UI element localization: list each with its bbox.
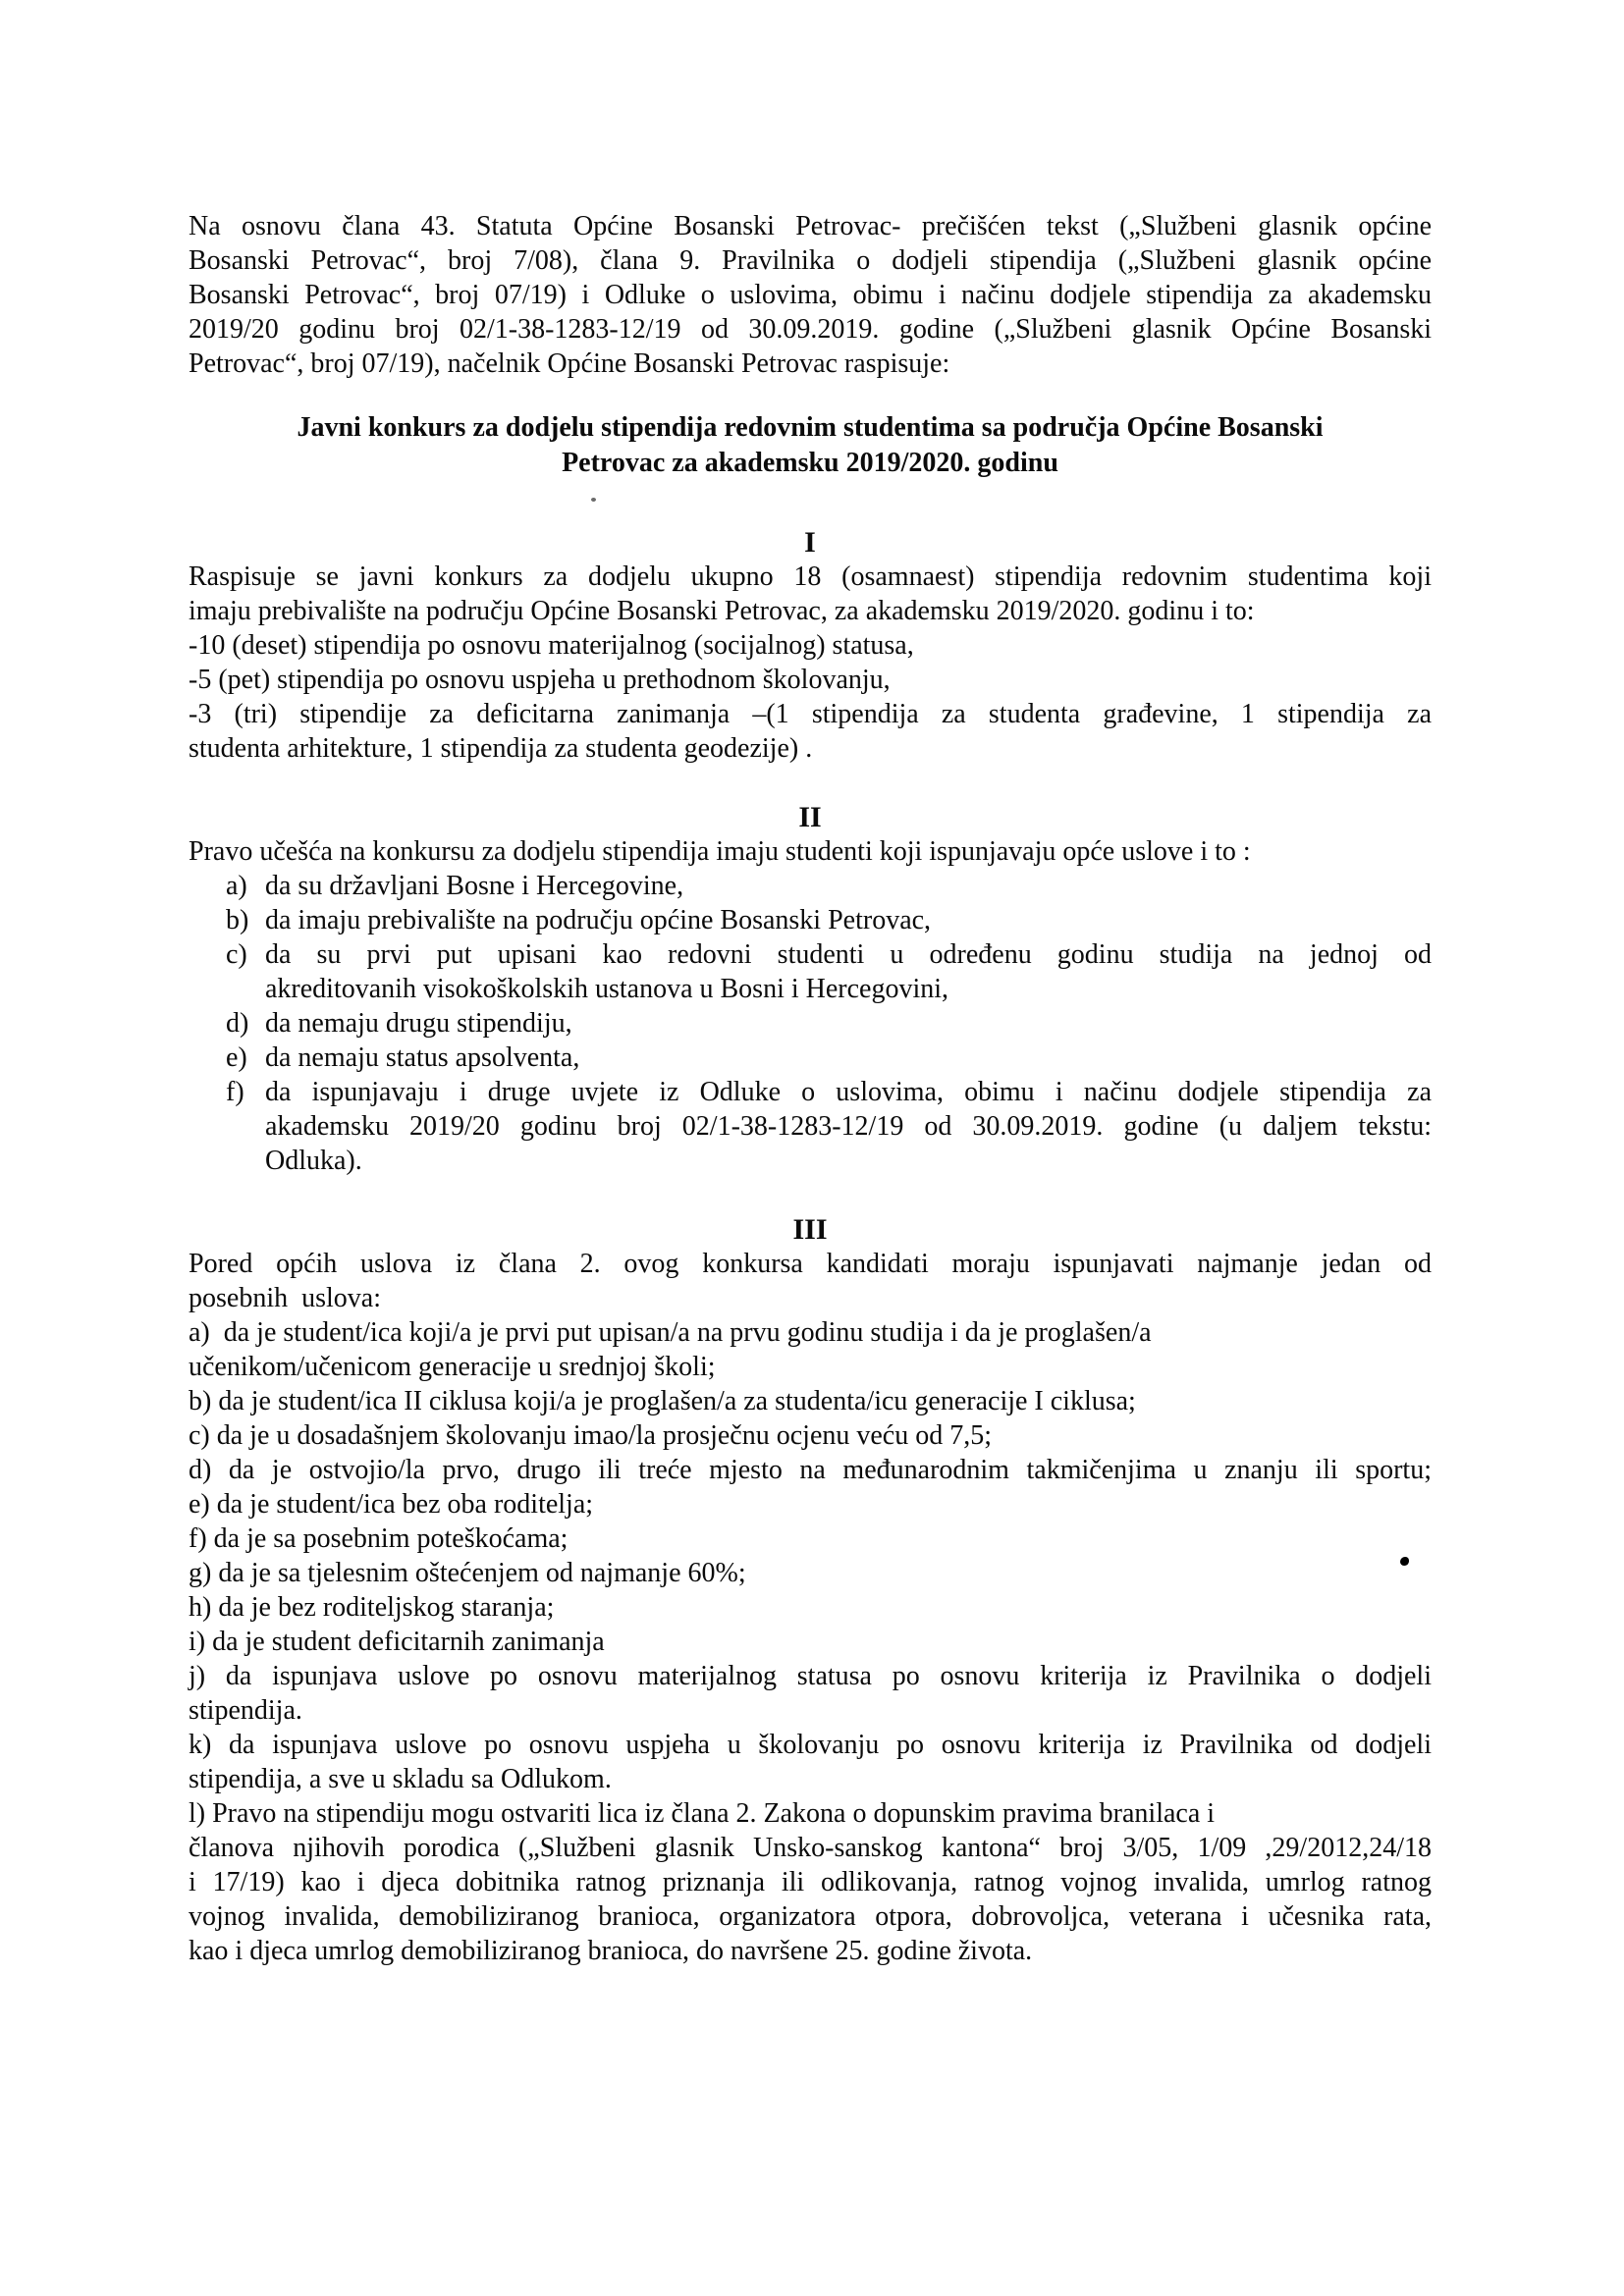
list-item-marker: c) (226, 939, 247, 970)
section-1-line: studenta arhitekture, 1 stipendija za studenta geodezije) . (189, 733, 813, 764)
list-item-line: akreditovanih visokoškolskih ustanova u Bosni i Hercegovini, (265, 974, 949, 1004)
section-numeral-III: III (792, 1213, 828, 1246)
section-3-line: posebnih uslova: (189, 1283, 381, 1313)
section-3-line: stipendija, a sve u skladu sa Odlukom. (189, 1764, 612, 1794)
list-item-marker: b) (226, 905, 249, 935)
section-3-line: j) da ispunjava uslove po osnovu materijalnog statusa po osnovu kriterija iz Pravilnika o dodjeli (189, 1661, 1432, 1691)
section-3-line: h) da je bez roditeljskog staranja; (189, 1592, 555, 1623)
intro-line: Na osnovu člana 43. Statuta Općine Bosanski Petrovac- prečišćen tekst („Službeni glasnik općine (189, 211, 1432, 241)
section-3-line: i) da je student deficitarnih zanimanja (189, 1627, 605, 1657)
section-1-body (189, 560, 1432, 766)
list-item-line: da imaju prebivalište na području općine Bosanski Petrovac, (265, 905, 932, 935)
list-item-line: da nemaju status apsolventa, (265, 1042, 580, 1073)
section-3-line: članova njihovih porodica („Službeni glasnik Unsko-sanskog kantona“ broj 3/05, 1/09 ,29/2012,24/18 (189, 1833, 1432, 1863)
intro-line: Bosanski Petrovac“, broj 07/19) i Odluke o uslovima, obimu i načinu dodjele stipendija za akademsku (189, 280, 1432, 310)
section-3-line: k) da ispunjava uslove po osnovu uspjeha u školovanju po osnovu kriterija iz Pravilnika od dodjeli (189, 1730, 1432, 1760)
section-3-line: l) Pravo na stipendiju mogu ostvariti lica iz člana 2. Zakona o dopunskim pravima branilaca i (189, 1798, 1216, 1829)
section-1-line: -3 (tri) stipendije za deficitarna zanimanja –(1 stipendija za studenta građevine, 1 stipendija za (189, 699, 1432, 729)
section-3-line: f) da je sa posebnim poteškoćama; (189, 1523, 568, 1554)
list-item-marker: e) (226, 1042, 247, 1073)
section-3-line: i 17/19) kao i djeca dobitnika ratnog priznanja ili odlikovanja, ratnog vojnog invalida, umrlog ratnog (189, 1867, 1432, 1897)
section-2-intro: Pravo učešća na konkursu za dodjelu stipendija imaju studenti koji ispunjavaju opće uslove i to : (189, 836, 1251, 867)
section-3-line: e) da je student/ica bez oba roditelja; (189, 1489, 594, 1520)
list-item (189, 869, 1432, 903)
section-1-line: imaju prebivalište na području Općine Bosanski Petrovac, za akademsku 2019/2020. godinu i to: (189, 596, 1255, 626)
section-3-line: g) da je sa tjelesnim oštećenjem od najmanje 60%; (189, 1558, 746, 1588)
list-item-marker: d) (226, 1008, 249, 1039)
list-item-line: da nemaju drugu stipendiju, (265, 1008, 572, 1039)
list-item (189, 1006, 1432, 1041)
section-3-line: b) da je student/ica II ciklusa koji/a je proglašen/a za studenta/icu generacije I ciklusa; (189, 1386, 1136, 1416)
document-text-column (189, 0, 1432, 1968)
section-3-line: vojnog invalida, demobiliziranog branioca, organizatora otpora, dobrovoljca, veterana i učesnika rata, (189, 1901, 1432, 1932)
list-item (189, 1075, 1432, 1178)
document-title (189, 410, 1432, 481)
title-line: Javni konkurs za dodjelu stipendija redovnim studentima sa područja Općine Bosanski (297, 412, 1324, 443)
list-item-line: da su državljani Bosne i Hercegovine, (265, 871, 684, 901)
section-1-line: -10 (deset) stipendija po osnovu materijalnog (socijalnog) statusa, (189, 630, 914, 661)
list-item (189, 1041, 1432, 1075)
section-3-line: a) da je student/ica koji/a je prvi put upisan/a na prvu godinu studija i da je proglašen/a (189, 1317, 1152, 1348)
section-2-body (189, 834, 1432, 1178)
list-item-line: akademsku 2019/20 godinu broj 02/1-38-1283-12/19 od 30.09.2019. godine (u daljem tekstu: (265, 1111, 1432, 1142)
list-item (189, 937, 1432, 1006)
section-3-line: stipendija. (189, 1695, 302, 1726)
intro-line: 2019/20 godinu broj 02/1-38-1283-12/19 od 30.09.2019. godine („Službeni glasnik Općine Bosanski (189, 314, 1432, 345)
intro-line: Bosanski Petrovac“, broj 7/08), člana 9. Pravilnika o dodjeli stipendija („Službeni glasnik općine (189, 245, 1432, 276)
list-item-marker: a) (226, 871, 247, 901)
title-line: Petrovac za akademsku 2019/2020. godinu (562, 448, 1058, 478)
section-1-line: -5 (pet) stipendija po osnovu uspjeha u prethodnom školovanju, (189, 665, 891, 695)
section-numeral-I: I (804, 526, 816, 559)
section-3-line: kao i djeca umrlog demobiliziranog branioca, do navršene 25. godine života. (189, 1936, 1033, 1966)
list-item (189, 903, 1432, 937)
scan-speck (591, 498, 596, 502)
intro-line: Petrovac“, broj 07/19), načelnik Općine Bosanski Petrovac raspisuje: (189, 348, 950, 379)
intro-paragraph (189, 209, 1432, 381)
scan-speck (1400, 1557, 1409, 1566)
list-item-marker: f) (226, 1077, 244, 1107)
section-numeral-II: II (798, 801, 822, 833)
list-item-line: da ispunjavaju i druge uvjete iz Odluke o uslovima, obimu i načinu dodjele stipendija za (265, 1077, 1432, 1107)
section-1-line: Raspisuje se javni konkurs za dodjelu ukupno 18 (osamnaest) stipendija redovnim studentima koji (189, 561, 1432, 592)
list-item-line: Odluka). (265, 1146, 362, 1176)
section-3-line: učenikom/učenicom generacije u srednjoj školi; (189, 1352, 716, 1382)
section-3-line: c) da je u dosadašnjem školovanju imao/la prosječnu ocjenu veću od 7,5; (189, 1420, 993, 1451)
list-item-line: da su prvi put upisani kao redovni studenti u određenu godinu studija na jednoj od (265, 939, 1432, 970)
section-3-line: d) da je ostvojio/la prvo, drugo ili treće mjesto na međunarodnim takmičenjima u znanju ili sportu; (189, 1455, 1432, 1485)
section-3-line: Pored općih uslova iz člana 2. ovog konkursa kandidati moraju ispunjavati najmanje jedan od (189, 1249, 1432, 1279)
section-3-body (189, 1247, 1432, 1968)
